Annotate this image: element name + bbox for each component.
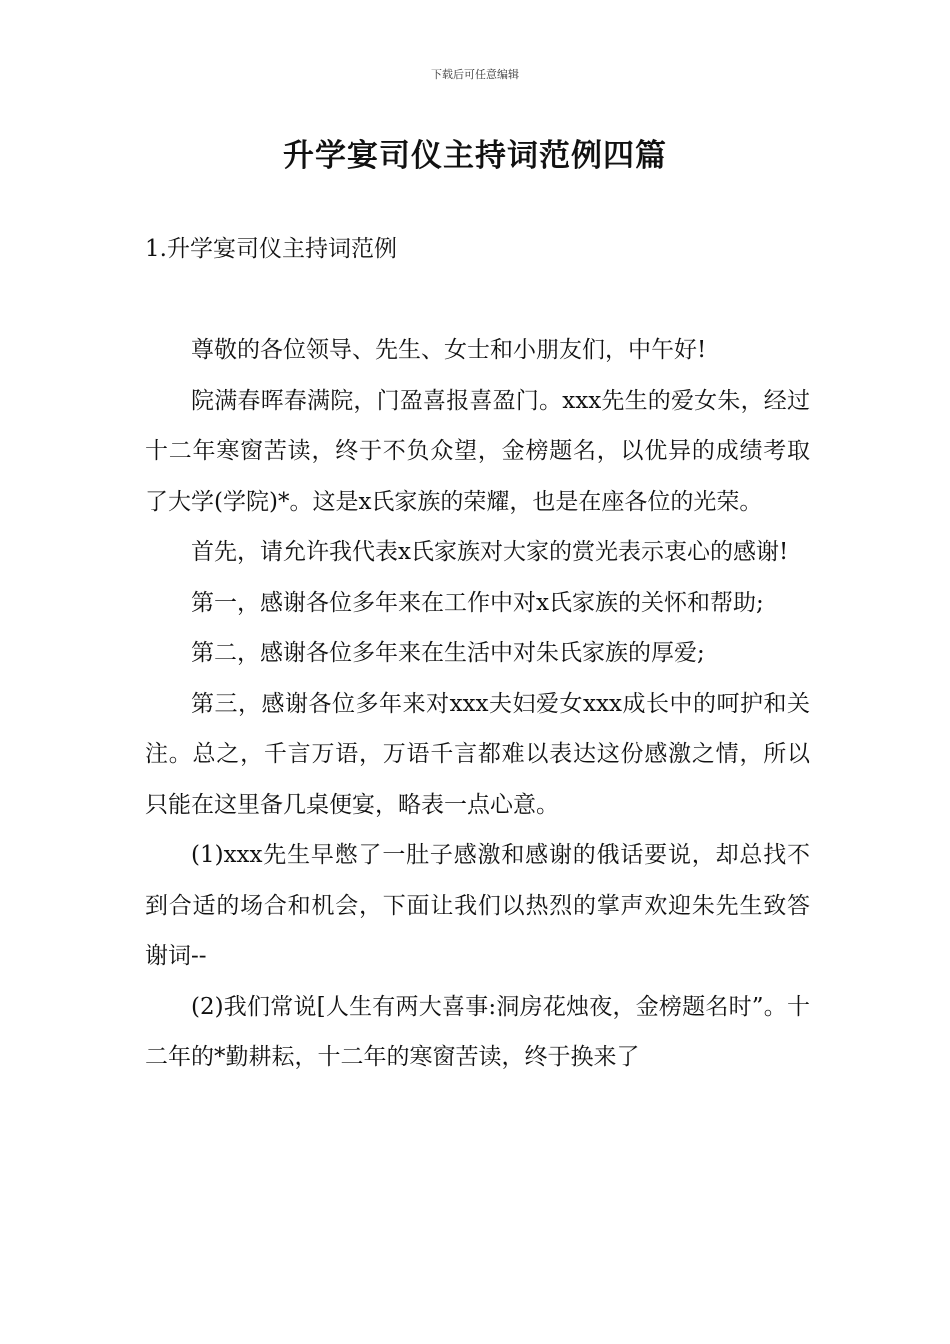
paragraph-greeting: 尊敬的各位领导、先生、女士和小朋友们，中午好! [191, 337, 707, 363]
paragraph-option-1: (1)xxx先生早憋了一肚子感激和感谢的俄话要说，却总找不到合适的场合和机会，下面让我们以热烈的掌声欢迎朱先生致答谢词-- [145, 842, 810, 969]
section-heading: 1.升学宴司仪主持词范例 [145, 236, 397, 262]
paragraph-option-2: (2)我们常说[人生有两大喜事:洞房花烛夜，金榜题名时”。十二年的*勤耕耘，十二年的寒窗苦读，终于换来了 [145, 993, 810, 1070]
body-text [145, 325, 810, 1083]
paragraph-second: 第二，感谢各位多年来在生活中对朱氏家族的厚爱; [191, 640, 705, 666]
paragraph-intro: 院满春晖春满院，门盈喜报喜盈门。xxx先生的爱女朱，经过十二年寒窗苦读，终于不负众望，金榜题名，以优异的成绩考取了大学(学院)*。这是x氏家族的荣耀，也是在座各位的光荣。 [145, 387, 810, 515]
page-header-note: 下载后可任意编辑 [431, 68, 519, 81]
document-title: 升学宴司仪主持词范例四篇 [283, 138, 667, 174]
paragraph-third: 第三，感谢各位多年来对xxx夫妇爱女xxx成长中的呵护和关注。总之，千言万语，万语千言都难以表达这份感激之情，所以只能在这里备几桌便宴，略表一点心意。 [145, 690, 810, 818]
paragraph-thanks: 首先，请允许我代表x氏家族对大家的赏光表示衷心的感谢! [191, 539, 789, 565]
paragraph-first: 第一，感谢各位多年来在工作中对x氏家族的关怀和帮助; [191, 589, 764, 616]
